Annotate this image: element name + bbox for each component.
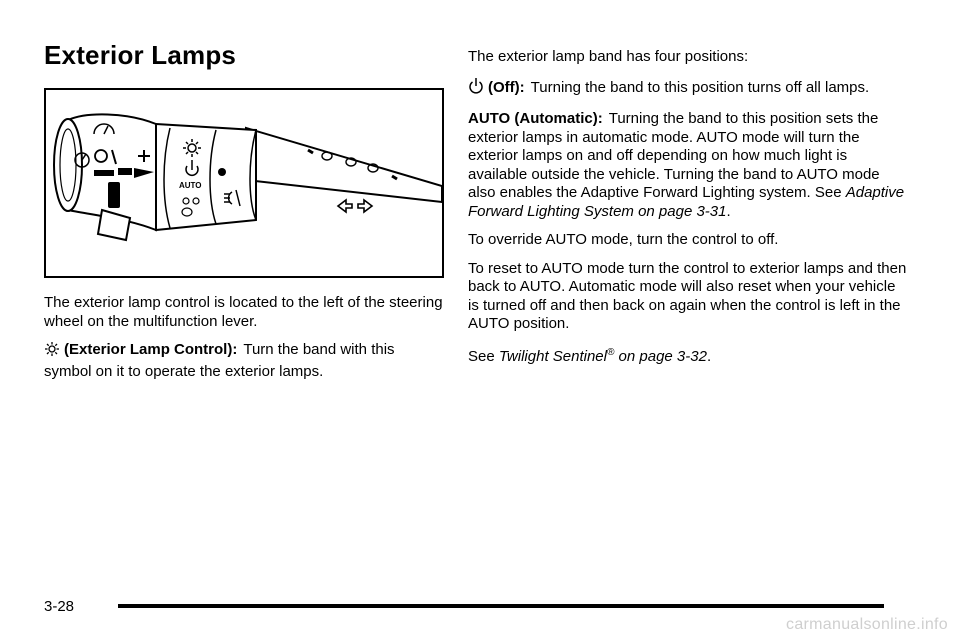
- page-number: 3-28: [44, 598, 75, 615]
- auto-paragraph: [468, 110, 908, 221]
- auto-end: .: [726, 202, 731, 220]
- twilight-sentinel-name: Twilight Sentinel: [498, 347, 607, 365]
- off-text: Turning the band to this position turns off all lamps.: [530, 78, 870, 96]
- override-paragraph: To override AUTO mode, turn the control to off.: [468, 231, 779, 248]
- auto-term: AUTO (Automatic):: [468, 110, 603, 127]
- wash-button: [108, 182, 120, 208]
- reset-paragraph: To reset to AUTO mode turn the control to exterior lamps and then back to AUTO. Automatic mode will also reset when your vehicle is turned off and then back on again when the control is left in the AUTO position.: [468, 259, 907, 332]
- auto-label: AUTO: [179, 181, 202, 190]
- turn-signal-arrows-icon: [338, 200, 372, 212]
- lever-stalk: [246, 128, 442, 202]
- see-prefix: See: [468, 347, 495, 365]
- lamp-control-term: (Exterior Lamp Control):: [64, 341, 238, 358]
- indicator-dot: [218, 168, 226, 176]
- watermark[interactable]: carmanualsonline.info: [786, 616, 948, 633]
- exterior-lamp-symbol-icon: [44, 341, 60, 363]
- footer-rule: [118, 604, 884, 608]
- twilight-sentinel-reference[interactable]: [499, 348, 707, 365]
- adaptive-lighting-reference[interactable]: Adaptive Forward Lighting System on page 3-31: [468, 184, 905, 220]
- auto-text: Turning the band to this position sets the exterior lamps in automatic mode. AUTO mode will turn the exterior lamps on and off depending on how much light is available outside the vehicle. Turning the band to AUTO mode also enables the Adaptive Forward Lighting system. See: [468, 110, 880, 201]
- twilight-sentinel-page: on page 3-32: [614, 347, 707, 365]
- page-title: Exterior Lamps: [44, 40, 237, 70]
- intro-paragraph: The exterior lamp control is located to the left of the steering wheel on the multifunction lever.: [44, 294, 443, 330]
- multifunction-lever-illustration: [44, 88, 444, 278]
- see-end: .: [706, 347, 712, 365]
- lamp-control-paragraph: [44, 341, 446, 381]
- right-column: [468, 48, 908, 376]
- lamp-control-text: Turn the band with this symbol on it to operate the exterior lamps.: [44, 341, 395, 380]
- lamp-band: [156, 124, 256, 230]
- registered-mark: ®: [606, 346, 615, 358]
- left-column: [44, 294, 446, 391]
- lever-diagram: [46, 90, 442, 276]
- off-term: (Off):: [488, 78, 525, 96]
- see-paragraph: [468, 344, 908, 367]
- off-symbol-icon: [468, 77, 484, 101]
- band-intro: The exterior lamp band has four positions:: [468, 48, 749, 65]
- off-paragraph: [468, 77, 908, 101]
